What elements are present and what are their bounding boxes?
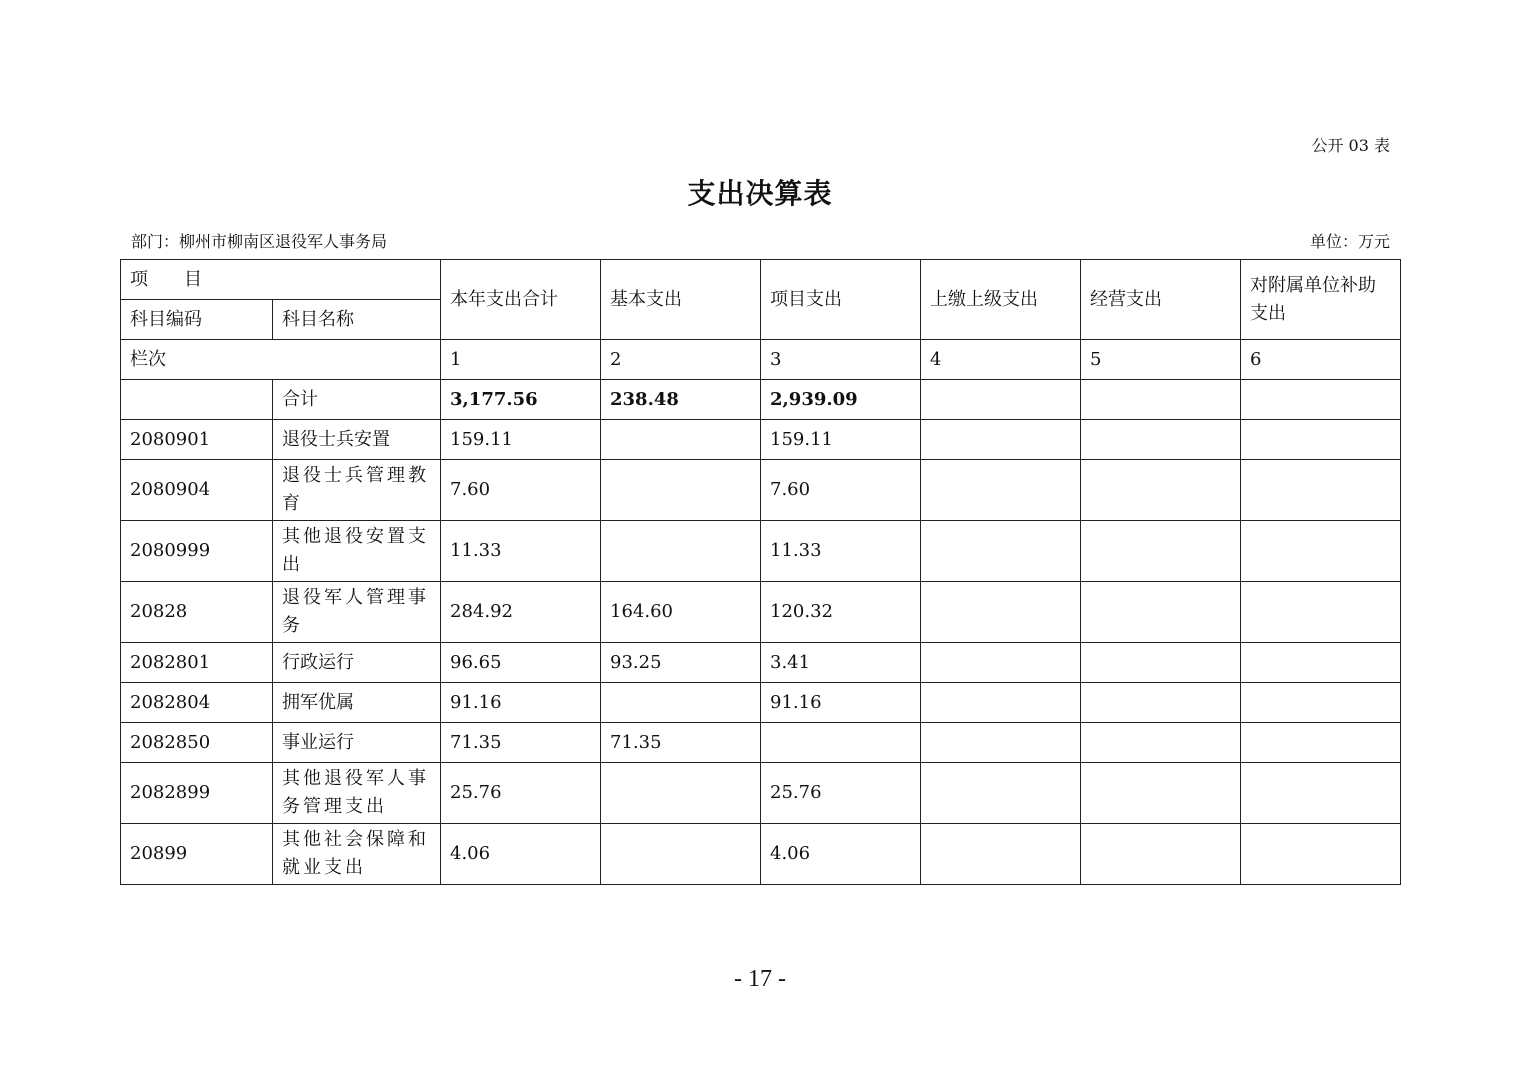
subject-name: 退役士兵安置 xyxy=(273,420,441,460)
index-cell: 4 xyxy=(921,340,1081,380)
total-expenditure: 11.33 xyxy=(441,521,601,582)
subject-code: 2082850 xyxy=(121,723,273,763)
subject-code: 20899 xyxy=(121,824,273,885)
table-row xyxy=(121,420,1401,460)
subject-name: 退役军人管理事务 xyxy=(273,582,441,643)
group-header-cell: 项 目 xyxy=(121,260,441,300)
subsidy-expenditure xyxy=(1241,582,1401,643)
table-row xyxy=(121,824,1401,885)
project-expenditure: 120.32 xyxy=(761,582,921,643)
total-expenditure: 284.92 xyxy=(441,582,601,643)
business-expenditure xyxy=(1081,763,1241,824)
business-expenditure xyxy=(1081,643,1241,683)
document-title: 支出决算表 xyxy=(687,177,833,210)
table-row xyxy=(121,643,1401,683)
business-expenditure xyxy=(1081,460,1241,521)
business-expenditure xyxy=(1081,824,1241,885)
upper-expenditure xyxy=(921,521,1081,582)
table-row xyxy=(121,763,1401,824)
total-expenditure: 3,177.56 xyxy=(441,380,601,420)
total-expenditure: 25.76 xyxy=(441,763,601,824)
business-expenditure xyxy=(1081,683,1241,723)
basic-expenditure xyxy=(601,824,761,885)
subject-name: 事业运行 xyxy=(273,723,441,763)
total-expenditure: 159.11 xyxy=(441,420,601,460)
subject-name-header: 科目名称 xyxy=(273,300,441,340)
subject-name: 行政运行 xyxy=(273,643,441,683)
upper-expenditure xyxy=(921,723,1081,763)
project-expenditure: 3.41 xyxy=(761,643,921,683)
index-cell: 5 xyxy=(1081,340,1241,380)
business-expenditure xyxy=(1081,723,1241,763)
basic-expenditure: 93.25 xyxy=(601,643,761,683)
subsidy-expenditure xyxy=(1241,643,1401,683)
business-expenditure xyxy=(1081,582,1241,643)
project-expenditure: 91.16 xyxy=(761,683,921,723)
project-expenditure: 4.06 xyxy=(761,824,921,885)
subject-code-header: 科目编码 xyxy=(121,300,273,340)
project-expenditure: 159.11 xyxy=(761,420,921,460)
business-expenditure xyxy=(1081,420,1241,460)
unit-label: 单位：万元 xyxy=(1309,232,1390,251)
basic-expenditure xyxy=(601,521,761,582)
business-expenditure xyxy=(1081,521,1241,582)
basic-expenditure xyxy=(601,420,761,460)
subsidy-expenditure xyxy=(1241,521,1401,582)
subject-code: 2080901 xyxy=(121,420,273,460)
subsidy-expenditure xyxy=(1241,824,1401,885)
table-row xyxy=(121,683,1401,723)
table-row xyxy=(121,521,1401,582)
subject-name: 退役士兵管理教育 xyxy=(273,460,441,521)
expenditure-table xyxy=(120,259,1401,885)
index-row xyxy=(121,340,1401,380)
subject-name: 拥军优属 xyxy=(273,683,441,723)
table-row xyxy=(121,460,1401,521)
project-expenditure: 7.60 xyxy=(761,460,921,521)
index-cell: 6 xyxy=(1241,340,1401,380)
subject-code: 2080904 xyxy=(121,460,273,521)
total-expenditure: 7.60 xyxy=(441,460,601,521)
column-header-project: 项目支出 xyxy=(761,260,921,340)
upper-expenditure xyxy=(921,683,1081,723)
subsidy-expenditure xyxy=(1241,763,1401,824)
column-header-total: 本年支出合计 xyxy=(441,260,601,340)
project-expenditure: 25.76 xyxy=(761,763,921,824)
subject-name: 其他退役安置支出 xyxy=(273,521,441,582)
basic-expenditure: 71.35 xyxy=(601,723,761,763)
basic-expenditure xyxy=(601,763,761,824)
project-expenditure: 11.33 xyxy=(761,521,921,582)
column-header-business: 经营支出 xyxy=(1081,260,1241,340)
department-label: 部门：柳州市柳南区退役军人事务局 xyxy=(131,232,388,251)
basic-expenditure: 164.60 xyxy=(601,582,761,643)
upper-expenditure xyxy=(921,824,1081,885)
subject-code: 20828 xyxy=(121,582,273,643)
project-expenditure xyxy=(761,723,921,763)
index-cell: 3 xyxy=(761,340,921,380)
subject-name: 合计 xyxy=(273,380,441,420)
subject-name: 其他社会保障和就业支出 xyxy=(273,824,441,885)
subject-code xyxy=(121,380,273,420)
upper-expenditure xyxy=(921,763,1081,824)
subsidy-expenditure xyxy=(1241,380,1401,420)
total-expenditure: 96.65 xyxy=(441,643,601,683)
upper-expenditure xyxy=(921,582,1081,643)
subsidy-expenditure xyxy=(1241,420,1401,460)
basic-expenditure: 238.48 xyxy=(601,380,761,420)
column-header-basic: 基本支出 xyxy=(601,260,761,340)
subject-code: 2082899 xyxy=(121,763,273,824)
total-row xyxy=(121,380,1401,420)
subject-code: 2080999 xyxy=(121,521,273,582)
index-cell: 1 xyxy=(441,340,601,380)
project-expenditure: 2,939.09 xyxy=(761,380,921,420)
total-expenditure: 4.06 xyxy=(441,824,601,885)
subsidy-expenditure xyxy=(1241,460,1401,521)
upper-expenditure xyxy=(921,643,1081,683)
total-expenditure: 91.16 xyxy=(441,683,601,723)
index-label: 栏次 xyxy=(121,340,441,380)
upper-expenditure xyxy=(921,460,1081,521)
upper-expenditure xyxy=(921,380,1081,420)
subject-code: 2082801 xyxy=(121,643,273,683)
table-row xyxy=(121,723,1401,763)
subject-name: 其他退役军人事务管理支出 xyxy=(273,763,441,824)
header-row-1 xyxy=(121,260,1401,300)
total-expenditure: 71.35 xyxy=(441,723,601,763)
basic-expenditure xyxy=(601,460,761,521)
page-number: - 17 - xyxy=(734,966,786,992)
subject-code: 2082804 xyxy=(121,683,273,723)
basic-expenditure xyxy=(601,683,761,723)
subsidy-expenditure xyxy=(1241,723,1401,763)
index-cell: 2 xyxy=(601,340,761,380)
table-row xyxy=(121,582,1401,643)
subsidy-expenditure xyxy=(1241,683,1401,723)
column-header-subsidy: 对附属单位补助支出 xyxy=(1241,260,1401,340)
form-code: 公开 03 表 xyxy=(1311,136,1390,155)
column-header-upper: 上缴上级支出 xyxy=(921,260,1081,340)
business-expenditure xyxy=(1081,380,1241,420)
upper-expenditure xyxy=(921,420,1081,460)
